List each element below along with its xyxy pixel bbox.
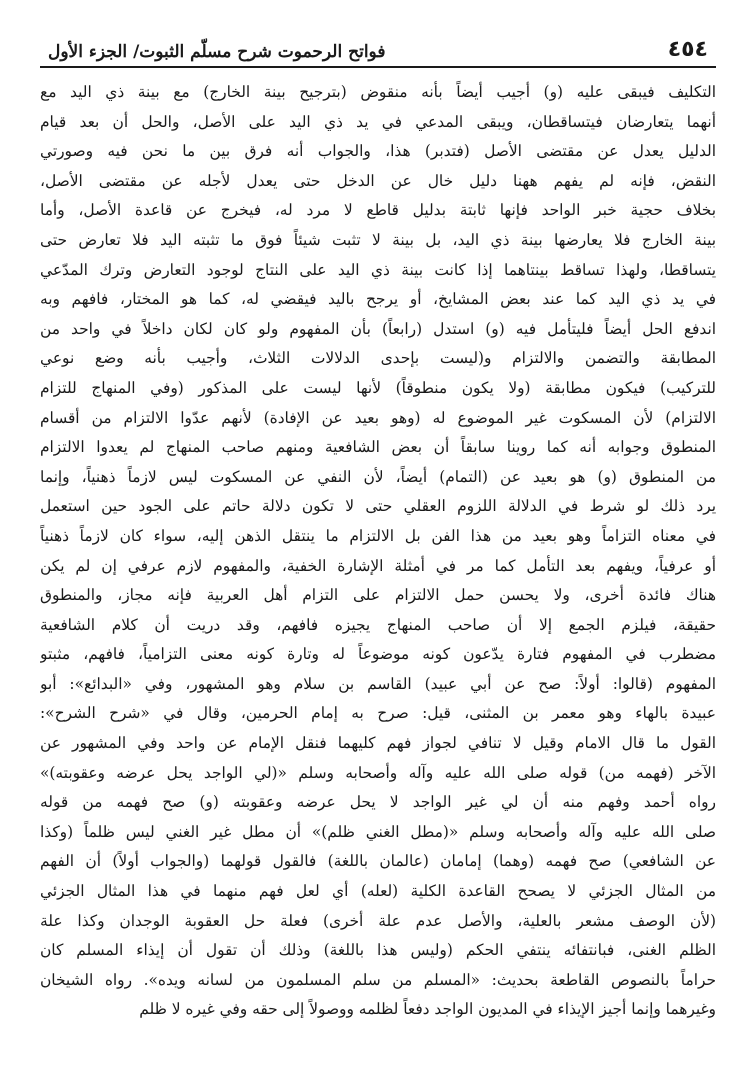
- running-title: فواتح الرحموت شرح مسلّم الثبوت/ الجزء الأول: [48, 42, 386, 62]
- text-line: الظلم الغنى، فبانتفائه ينتفي الحكم (وليس هذا باللغة) وذلك أن تقول أن إيذاء المسلم كان: [40, 941, 716, 960]
- text-line: في يد ذي اليد كما عند بعض المشايخ، أو يرجح باليد فيقضي له، كما هو المختار، فافهم وبه: [40, 290, 716, 309]
- text-line: الدليل يعدل عن مقتضى الأصل (فتدبر) هذا، والجواب أنه فرق بين ما نحن فيه وصورتي: [40, 142, 716, 161]
- text-line: النقض، فإنه لم يفهم ههنا دليل خال عن الدخل حتى يعدل لأجله عن مقتضى الأصل،: [40, 171, 716, 190]
- text-line: حقيقة، فيلزم الجمع إلا أن صاحب المنهاج يجيزه فافهم، وقد دريت أن كلام الشافعية: [40, 615, 716, 634]
- text-line: المفهوم (قالوا: أولاً: صح عن أبي عبيد) القاسم بن سلام وهو المشهور، وفي «البدائع»: أبو: [40, 674, 716, 693]
- text-line: الآخر (فهمه من) قوله صلى الله عليه وآله وأصحابه وسلم «(لي الواجد يحل عرضه وعقوبته)»: [40, 763, 716, 782]
- text-line: الالتزام) لأن المسكوت غير الموضوع له (وهو بعيد عن الإفادة) لأنهم عدّوا الالتزام من أقسام: [40, 408, 716, 427]
- text-line: يرد ذلك لو شرط في الدلالة اللزوم العقلي حتى لا تكون دلالة حاتم على الجود حين استعمل: [40, 497, 716, 516]
- page-number: ٤٥٤: [667, 37, 708, 62]
- text-line: اندفع الحل أيضاً فليتأمل فيه (و) استدل (رابعاً) بأن المفهوم ولو كان لكان داخلاً في واحد من: [40, 319, 716, 338]
- text-line: بينة الخارج فلا يعارضها بينة ذي اليد، بل بينة لا تثبت شيئاً فوق ما تثبته اليد فلا تعارض حتى: [40, 230, 716, 249]
- text-line: التكليف فيبقى عليه (و) أجيب أيضاً بأنه منقوض (بترجيح بينة الخارج) مع بينة ذي اليد مع: [40, 83, 716, 101]
- body-text: [40, 78, 716, 1025]
- text-line: رواه أحمد وفهم منه أن لي غير الواجد لا يحل عرضه وعقوبته (و) صح فهمه من قوله: [40, 793, 716, 812]
- text-line: حراماً بالنصوص القاطعة بحديث: «المسلم من سلم المسلمون من لسانه ويده». رواه الشيخان: [40, 970, 716, 989]
- text-line: عبيدة بالهاء وهو معمر بن المثنى، قيل: صرح به إمام الحرمين، وقال في «شرح الشرح»:: [40, 704, 716, 723]
- text-line: القول ما قال الامام وقيل لا تنافي لجواز فهم كليهما فنقل الإمام عن واحد وفي المشهور عن: [40, 734, 716, 753]
- text-line: بخلاف حجية خبر الواحد فإنها ثابتة بدليل قاطع لا مرد له، فيخرج عن قاعدة الأصل، وأما: [40, 201, 716, 220]
- text-line: عن الشافعي) صح فهمه (وهما) إمامان (عالمان باللغة) فالقول قولهما (والجواب أولاً) أن الفهم: [40, 852, 716, 871]
- text-line: أنهما يتعارضان فيتساقطان، ويبقى المدعي في يد ذي اليد على الأصل، والحل أن بعد قيام: [40, 112, 716, 131]
- text-line: المطابقة والتضمن والالتزام و(ليست بإحدى الدلالات الثلاث، وأجيب بأنه وضع نوعي: [40, 349, 716, 368]
- text-line: (لأن الوصف مشعر بالعلية، والأصل عدم علة أخرى) فعلة حل العقوبة الوجدان وكذا علة: [40, 911, 716, 930]
- text-line: المنطوق وجوابه أنه كما روينا سابقاً أن بعض الشافعية ومنهم صاحب المنهاج لم يعدوا الالتزام: [40, 438, 716, 457]
- text-line: يتساقطا، ولهذا تساقط بينتاهما إذا كانت بينة ذي اليد على النتاج لوجود التعارض وترك المدّعي: [40, 260, 716, 279]
- text-line: للتركيب) فيكون مطابقة (ولا يكون منطوقاً) لأنها ليست على المذكور (وفي المنهاج للتزام: [40, 378, 716, 397]
- text-line: مضطرب في المفهوم فتارة يدّعون كونه موضوعاً له وتارة كونه معنى التزامياً، فافهم، مثبتو: [40, 645, 716, 664]
- page-header: [40, 24, 716, 68]
- text-line: هناك فائدة أخرى، ولا يحسن حمل الالتزام على التزام أهل العربية فإنه مجاز، والمنطوق: [40, 586, 716, 605]
- text-line: أو عرفياً، ويفهم بعد التأمل كما مر في أمثلة الإشارة الخفية، والمفهوم لازم عرفي إن لم يكن: [40, 556, 716, 575]
- text-line: وغيرهما وإنما أجيز الإيذاء في المديون الواجد دفعاً لظلمه ووصولاً إلى حقه وفي غيره لا ظلم: [139, 1000, 716, 1019]
- text-line: من المثال الجزئي لا يصحح القاعدة الكلية (لعله) أي لعل فهم منهما في هذا المثال الجزئي: [40, 882, 716, 901]
- text-line: من المنطوق (و) هو بعيد عن (التمام) أيضاً، لأن النفي عن المسكوت ليس لازماً ذهنياً، وإنما: [40, 467, 716, 486]
- text-line: صلى الله عليه وآله وأصحابه وسلم «(مطل الغني ظلم)» أن مطل غير الغني ليس ظلماً (وكذا: [40, 822, 716, 841]
- text-line: في معناه التزاماً وهو بعيد من هذا الفن بل الالتزام ما ينتقل الذهن إليه، سواء كان لازماً ذهنياً: [40, 526, 716, 545]
